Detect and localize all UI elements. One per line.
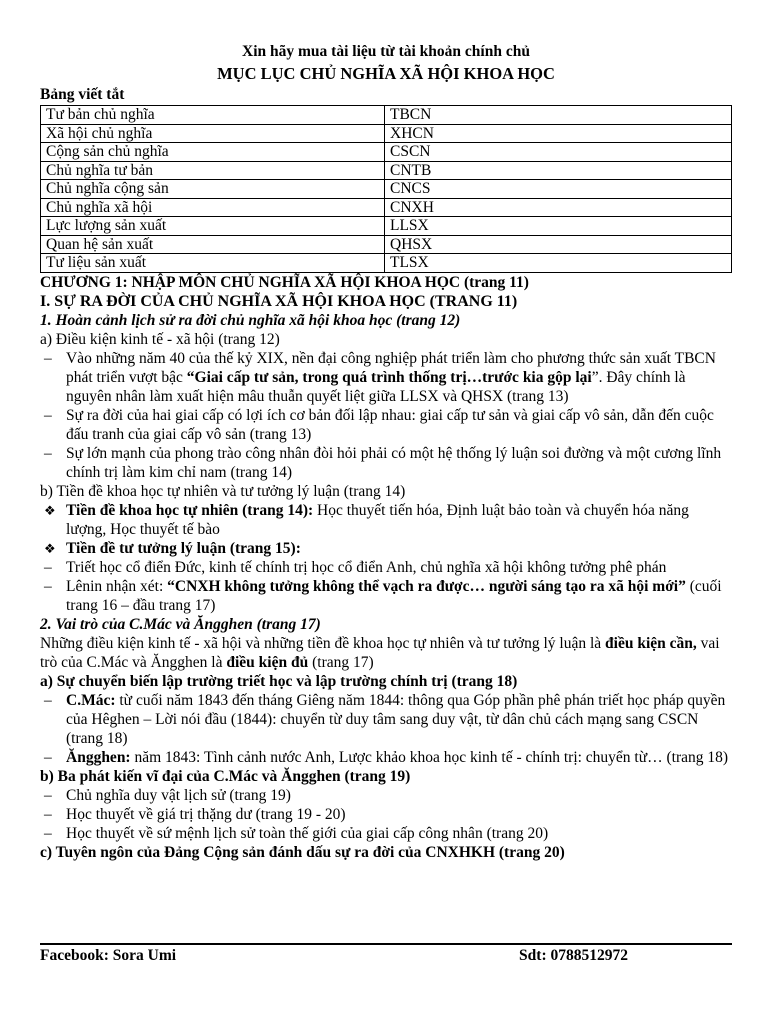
footer-phone: Sdt: 0788512972 xyxy=(519,947,628,964)
diamond-text: Tiền đề tư tưởng lý luận (trang 15): xyxy=(66,539,301,557)
bullet-item xyxy=(40,558,732,577)
table-row xyxy=(41,161,732,180)
subsection-1b: b) Tiền đề khoa học tự nhiên và tư tưởng lý luận (trang 14) xyxy=(40,482,406,500)
chapter-heading: CHƯƠNG 1: NHẬP MÔN CHỦ NGHĨA XÃ HỘI KHOA HỌC (trang 11) xyxy=(40,273,529,291)
dash-marker: – xyxy=(44,406,52,424)
abbr-term-cell: Quan hệ sản xuất xyxy=(41,235,385,254)
abbr-code-cell: CNCS xyxy=(385,180,732,199)
text-run: Học thuyết tiến hóa, Định luật bảo toàn và chuyển hóa năng lượng, Học thuyết tế bào xyxy=(66,501,689,538)
text-run-bold: “CNXH không tưởng không thể vạch ra được… người sáng tạo ra xã hội mới” xyxy=(167,577,686,595)
bullet-text: Học thuyết về sứ mệnh lịch sử toàn thế giới của giai cấp công nhân (trang 20) xyxy=(66,824,549,842)
bullet-text xyxy=(66,691,732,748)
diamond-icon: ❖ xyxy=(44,540,56,556)
diamond-text xyxy=(66,501,732,539)
dash-marker: – xyxy=(44,558,52,576)
text-run: (cuối trang 16 – đầu trang 17) xyxy=(66,577,722,614)
table-row xyxy=(41,106,732,125)
footer-facebook: Facebook: Sora Umi xyxy=(40,947,177,964)
table-row xyxy=(41,180,732,199)
subsection-1a: a) Điều kiện kinh tế - xã hội (trang 12) xyxy=(40,330,280,348)
subsection-2b: b) Ba phát kiến vĩ đại của C.Mác và Ăngghen (trang 19) xyxy=(40,767,411,785)
paragraph xyxy=(40,634,732,672)
bullet-text xyxy=(66,577,732,615)
dash-marker: – xyxy=(44,577,52,595)
bullet-text: Triết học cổ điển Đức, kinh tế chính trị học cổ điển Anh, chủ nghĩa xã hội không tưởng phê phán xyxy=(66,558,667,576)
abbr-code-cell: XHCN xyxy=(385,124,732,143)
abbr-code-cell: LLSX xyxy=(385,217,732,236)
bullet-text: Sự lớn mạnh của phong trào công nhân đòi hỏi phải có một hệ thống lý luận soi đường và một cương lĩnh chính trị làm kim chỉ nam (trang 14) xyxy=(66,444,722,481)
text-run-bold: điều kiện đủ xyxy=(226,653,309,671)
bullet-text: Học thuyết về giá trị thặng dư (trang 19 - 20) xyxy=(66,805,346,823)
text-run-bold: “Giai cấp tư sản, trong quá trình thống trị…trước kia gộp lại xyxy=(186,368,592,386)
text-run: từ cuối năm 1843 đến tháng Giêng năm 1844: thông qua Góp phần phê phán triết học pháp quyền của Hêghen – Lời nói đầu (1844): chuyển từ duy tâm sang duy vật, từ dân chủ cách mạng sang CSCN (trang 18) xyxy=(66,691,726,747)
abbr-code-cell: CNXH xyxy=(385,198,732,217)
table-row xyxy=(41,198,732,217)
dash-marker: – xyxy=(44,691,52,709)
abbr-code-cell: CNTB xyxy=(385,161,732,180)
abbr-term-cell: Lực lượng sản xuất xyxy=(41,217,385,236)
dash-marker: – xyxy=(44,805,52,823)
abbr-code-cell: QHSX xyxy=(385,235,732,254)
abbr-term-cell: Cộng sản chủ nghĩa xyxy=(41,143,385,162)
bullet-item xyxy=(40,444,732,482)
text-run-bold: Ăngghen: xyxy=(66,748,131,766)
text-run: ”. Đây chính là nguyên nhân làm xuất hiện mâu thuẫn quyết liệt giữa LLSX và QHSX (trang 13) xyxy=(66,368,686,405)
dash-marker: – xyxy=(44,786,52,804)
diamond-icon: ❖ xyxy=(44,502,56,518)
subsection-2a: a) Sự chuyển biến lập trường triết học và lập trường chính trị (trang 18) xyxy=(40,672,518,690)
diamond-item xyxy=(40,539,732,558)
abbr-term-cell: Tư liệu sản xuất xyxy=(41,254,385,273)
dash-marker: – xyxy=(44,824,52,842)
dash-marker: – xyxy=(44,748,52,766)
table-row xyxy=(41,143,732,162)
abbreviation-table-body xyxy=(41,106,732,273)
text-run: vai trò của C.Mác và Ăngghen là xyxy=(40,634,720,671)
abbr-heading: Bảng viết tắt xyxy=(40,86,125,103)
dash-marker: – xyxy=(44,349,52,367)
table-row xyxy=(41,124,732,143)
subsection-2: 2. Vai trò của C.Mác và Ăngghen (trang 17) xyxy=(40,615,321,633)
bullet-text xyxy=(66,349,732,406)
text-run: Vào những năm 40 của thế kỷ XIX, nền đại công nghiệp phát triển làm cho phương thức sản xuất TBCN phát triển vượt bậc xyxy=(66,349,716,386)
subsection-1: 1. Hoàn cảnh lịch sử ra đời chủ nghĩa xã hội khoa học (trang 12) xyxy=(40,311,461,329)
abbr-term-cell: Xã hội chủ nghĩa xyxy=(41,124,385,143)
bullet-item xyxy=(40,748,732,767)
text-run: (trang 17) xyxy=(308,653,374,671)
abbr-term-cell: Chủ nghĩa xã hội xyxy=(41,198,385,217)
diamond-item xyxy=(40,501,732,539)
bullet-item xyxy=(40,406,732,444)
abbr-code-cell: TLSX xyxy=(385,254,732,273)
abbr-term-cell: Chủ nghĩa cộng sản xyxy=(41,180,385,199)
bullet-item xyxy=(40,824,732,843)
bullet-text: Chủ nghĩa duy vật lịch sử (trang 19) xyxy=(66,786,291,804)
text-run-bold: điều kiện cần, xyxy=(605,634,697,652)
abbr-code-cell: CSCN xyxy=(385,143,732,162)
text-run: năm 1843: Tình cảnh nước Anh, Lược khảo khoa học kinh tế - chính trị: chuyển từ… (trang 18) xyxy=(130,748,729,766)
bullet-item xyxy=(40,349,732,406)
dash-marker: – xyxy=(44,444,52,462)
page-footer xyxy=(40,943,732,965)
abbr-term-cell: Chủ nghĩa tư bản xyxy=(41,161,385,180)
document-page xyxy=(40,42,732,862)
abbr-term-cell: Tư bản chủ nghĩa xyxy=(41,106,385,125)
section-heading: I. SỰ RA ĐỜI CỦA CHỦ NGHĨA XÃ HỘI KHOA HỌC (TRANG 11) xyxy=(40,292,518,310)
text-run: Những điều kiện kinh tế - xã hội và những tiền đề khoa học tự nhiên và tư tưởng lý luận là xyxy=(40,634,606,652)
table-row xyxy=(41,254,732,273)
bullet-text: Sự ra đời của hai giai cấp có lợi ích cơ bản đối lập nhau: giai cấp tư sản và giai cấp vô sản, dẫn đến cuộc đấu tranh của giai cấp vô sản (trang 13) xyxy=(66,406,714,443)
page-title: MỤC LỤC CHỦ NGHĨA XÃ HỘI KHOA HỌC xyxy=(217,64,555,83)
bullet-item xyxy=(40,786,732,805)
abbreviation-table xyxy=(40,105,732,273)
bullet-item xyxy=(40,805,732,824)
text-run: Lênin nhận xét: xyxy=(66,577,168,595)
bullet-item xyxy=(40,691,732,748)
table-row xyxy=(41,235,732,254)
text-run-bold: Tiền đề khoa học tự nhiên (trang 14): xyxy=(66,501,314,519)
header-note: Xin hãy mua tài liệu từ tài khoản chính chủ xyxy=(242,43,530,60)
bullet-text xyxy=(66,748,732,767)
table-row xyxy=(41,217,732,236)
subsection-2c: c) Tuyên ngôn của Đảng Cộng sản đánh dấu sự ra đời của CNXHKH (trang 20) xyxy=(40,843,565,861)
text-run-bold: C.Mác: xyxy=(66,691,116,709)
abbr-code-cell: TBCN xyxy=(385,106,732,125)
bullet-item xyxy=(40,577,732,615)
